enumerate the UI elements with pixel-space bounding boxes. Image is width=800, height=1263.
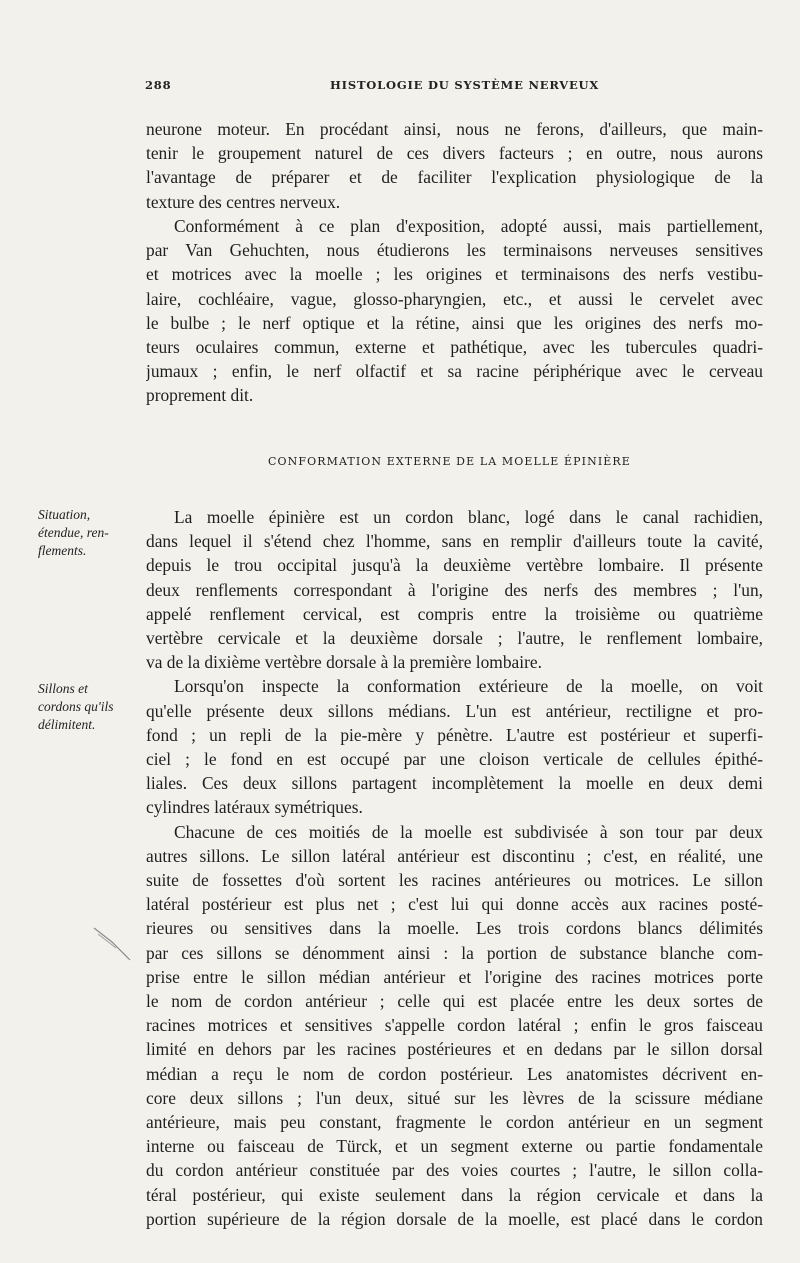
text-line: limité en dehors par les racines postérieures et en dedans par le sillon dorsal — [146, 1039, 763, 1060]
text-line: neurone moteur. En procédant ainsi, nous ne ferons, d'ailleurs, que main- — [146, 119, 763, 139]
text-line: interne ou faisceau de Türck, et un segment externe ou partie fondamentale — [146, 1136, 763, 1157]
pencil-mark-icon — [90, 920, 140, 970]
text-line: cylindres latéraux symétriques. — [146, 797, 363, 818]
text-line: le bulbe ; le nerf optique et la rétine, ainsi que les origines des nerfs mo- — [146, 312, 763, 333]
running-title: HISTOLOGIE DU SYSTÈME NERVEUX — [330, 78, 600, 92]
paragraph-3 — [146, 505, 763, 1231]
text-line: suite de fossettes d'où sortent les racines antérieures ou motrices. Le sillon — [146, 870, 763, 891]
text-line: prise entre le sillon médian antérieur et l'origine des racines motrices porte — [146, 966, 763, 987]
text-line: depuis le trou occipital jusqu'à la deuxième vertèbre lombaire. Il présente — [146, 555, 763, 576]
text-line: proprement dit. — [146, 385, 254, 406]
text-line: core deux sillons ; l'un deux, situé sur les lèvres de la scissure médiane — [146, 1087, 763, 1108]
text-line: liales. Ces deux sillons partagent incomplètement la moelle en deux demi — [146, 773, 763, 794]
text-line: Chacune de ces moitiés de la moelle est subdivisée à son tour par deux — [174, 821, 763, 842]
text-line: ciel ; le fond en est occupé par une cloison verticale de cellules épithé- — [146, 749, 763, 770]
text-line: médian a reçu le nom de cordon postérieur. Les anatomistes décrivent en- — [146, 1063, 763, 1084]
text-line: dans lequel il s'étend chez l'homme, sans en remplir d'ailleurs toute la cavité, — [146, 531, 763, 552]
text-line: appelé renflement cervical, est compris entre la troisième ou quatrième — [146, 603, 763, 624]
paragraph-2 — [146, 214, 763, 408]
section-title: CONFORMATION EXTERNE DE LA MOELLE ÉPINIÈRE — [268, 455, 631, 468]
text-line: La moelle épinière est un cordon blanc, logé dans le canal rachidien, — [174, 507, 763, 527]
margin-note-situation — [38, 506, 138, 560]
text-line: tenir le groupement naturel de ces divers facteurs ; en outre, nous aurons — [146, 143, 763, 164]
text-line: latéral postérieur est plus net ; c'est lui qui donne accès aux racines posté- — [146, 894, 763, 915]
text-line: vertèbre cervicale et la deuxième dorsale ; l'autre, le renflement lombaire, — [146, 628, 763, 649]
page-header — [145, 78, 775, 98]
margin-note-line: étendue, ren- — [38, 525, 109, 540]
text-line: Lorsqu'on inspecte la conformation extérieure de la moelle, on voit — [174, 676, 763, 697]
margin-note-line: cordons qu'ils — [38, 699, 114, 714]
text-line: teurs oculaires commun, externe et pathétique, avec les tubercules quadri- — [146, 337, 763, 358]
margin-note-line: Sillons et — [38, 681, 88, 696]
paragraph-1 — [146, 117, 763, 214]
text-line: portion supérieure de la région dorsale de la moelle, est placé dans le cordon — [146, 1208, 763, 1229]
margin-note-line: délimitent. — [38, 717, 96, 732]
text-line: et motrices avec la moelle ; les origines et terminaisons des nerfs vestibu- — [146, 264, 763, 285]
margin-note-line: flements. — [38, 543, 87, 558]
text-line: va de la dixième vertèbre dorsale à la première lombaire. — [146, 652, 542, 673]
text-line: par Van Gehuchten, nous étudierons les terminaisons nerveuses sensitives — [146, 240, 763, 261]
page-number: 288 — [145, 78, 172, 92]
text-line: jumaux ; enfin, le nerf olfactif et sa racine périphérique avec le cerveau — [146, 361, 763, 382]
text-line: racines motrices et sensitives s'appelle cordon latéral ; enfin le gros faisceau — [146, 1015, 763, 1036]
margin-note-line: Situation, — [38, 507, 91, 522]
text-line: téral postérieur, qui existe seulement dans la région cervicale et dans la — [146, 1184, 763, 1205]
text-line: Conformément à ce plan d'exposition, adopté aussi, mais partiellement, — [174, 216, 763, 236]
text-line: texture des centres nerveux. — [146, 191, 341, 212]
text-line: le nom de cordon antérieur ; celle qui est placée entre les deux sortes de — [146, 991, 763, 1012]
margin-note-sillons — [38, 680, 138, 734]
text-line: par ces sillons se dénomment ainsi : la portion de substance blanche com- — [146, 942, 763, 963]
text-line: rieures ou sensitives dans la moelle. Les trois cordons blancs délimités — [146, 918, 763, 939]
text-line: qu'elle présente deux sillons médians. L'un est antérieur, rectiligne et pro- — [146, 700, 763, 721]
text-line: l'avantage de préparer et de faciliter l'explication physiologique de la — [146, 167, 763, 188]
text-line: autres sillons. Le sillon latéral antérieur est discontinu ; c'est, en réalité, une — [146, 845, 763, 866]
text-line: antérieure, mais peu constant, fragmente le cordon antérieur en un segment — [146, 1112, 763, 1133]
text-line: laire, cochléaire, vague, glosso-pharyngien, etc., et aussi le cervelet avec — [146, 288, 763, 309]
text-line: deux renflements correspondant à l'origine des nerfs des membres ; l'un, — [146, 579, 763, 600]
text-line: fond ; un repli de la pie-mère y pénètre. L'autre est postérieur et superfi- — [146, 724, 763, 745]
text-line: du cordon antérieur constituée par des voies courtes ; l'autre, le sillon colla- — [146, 1160, 763, 1181]
